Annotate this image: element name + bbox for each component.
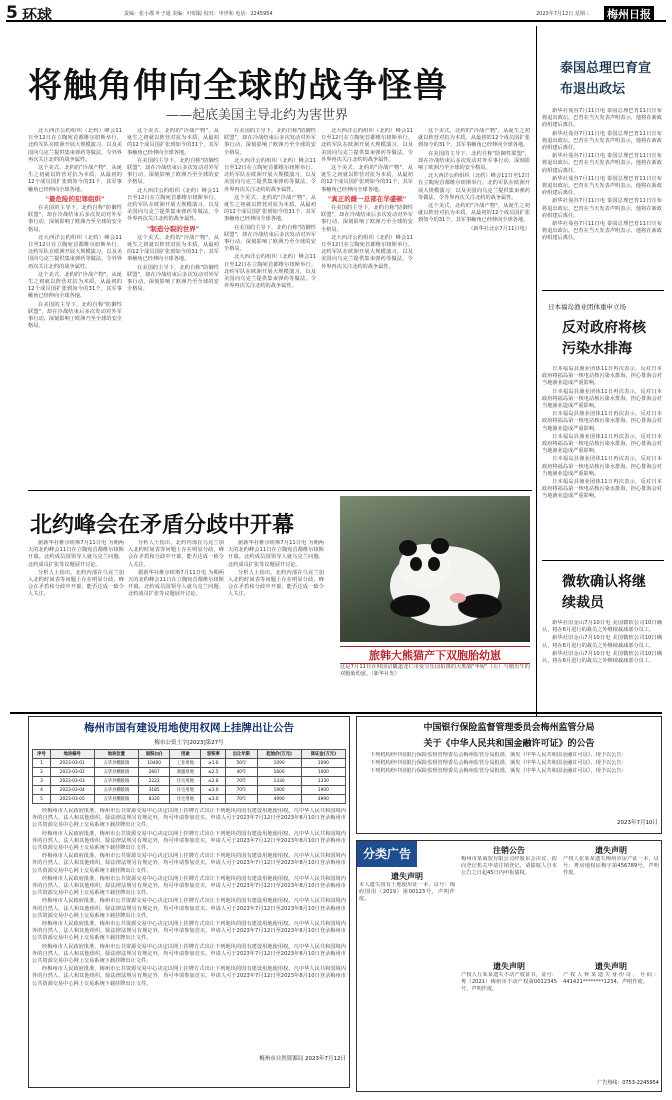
panda-illustration xyxy=(340,496,530,642)
col-header: 面积(㎡) xyxy=(139,750,170,759)
feature-paragraph: 分析人士指出，北约内部在乌克兰加入北约时间表等问题上存在明显分歧，峰会在矛盾和分歧中开幕，能否达成一致令人关注。 xyxy=(28,569,124,598)
land-paragraph: 经梅州市人民政府批准，梅州市公共资源交易中心决定以网上挂牌方式出让下列地块的国有建设用地使用权。凡中华人民共和国境内外的自然人、法人和其他组织，除法律法规另有规定外，均可申请参加竞买。申请人可于2023年7月12日至2023年8月10日登录梅州市公共资源交易中心网上交易系统下载挂牌出让文件。 xyxy=(32,830,346,852)
lead-paragraph: 北大西洋公约组织（北约）峰会11日至12日在立陶宛首都维尔纽斯举行。北约军队在欧洲开展大规模演习，以及美国向乌克兰提供集束弹药等做法，令外界再次关注北约的战争属性。 xyxy=(127,187,219,223)
divider xyxy=(542,560,664,561)
table-cell: 工业用地 xyxy=(170,759,201,768)
lead-story-col3 xyxy=(224,128,316,484)
classifieds-banner: 分类广告 xyxy=(357,841,417,867)
regulator-paragraph: 下列机构经中国银行保险监督管理委员会梅州监管分局批准，颁发《中华人民共和国金融许可证》，现予以公告： xyxy=(370,768,627,775)
land-notice-footer: 梅州市自然资源局 2023年7月12日 xyxy=(259,1056,346,1062)
subhead-criminal: "最危险的犯罪组织" xyxy=(45,194,105,203)
divider xyxy=(10,712,662,714)
table-cell: 2667 xyxy=(139,768,170,777)
column-rule xyxy=(536,26,537,716)
story1-paragraph: 新华社曼谷7月11日电 泰国总理巴育11日宣布将退出政坛。巴育在当天发表声明表示，他将在新政府组建后离任。 xyxy=(542,153,662,174)
story2-headline: 反对政府将核污染水排海 xyxy=(562,320,646,357)
story3-paragraph: 新华社旧金山7月10日电 美国微软公司10日确认，将在6月进行的裁员之外继续裁减部分员工。 xyxy=(542,620,662,634)
divider xyxy=(28,490,532,491)
story2-paragraph: 日本福岛县渔业团体11日再次表示，反对日本政府将福岛第一核电站核污染水排海，担心排海会对当地渔业造成严重影响。 xyxy=(542,433,662,455)
regulator-title: 中国银行保险监督管理委员会梅州监管分局 xyxy=(423,723,595,733)
story1-paragraph: 新华社曼谷7月11日电 泰国总理巴育11日宣布将退出政坛。巴育在当天发表声明表示，他将在新政府组建后离任。 xyxy=(542,130,662,152)
page-number: 5 xyxy=(6,3,18,23)
lead-paragraph: 北大西洋公约组织（北约）峰会11日至12日在立陶宛首都维尔纽斯举行。北约军队在欧洲开展大规模演习，以及美国向乌克兰提供集束弹药等做法，令外界再次关注北约的战争属性。 xyxy=(321,234,413,270)
issue-date: 2023年7月12日 星期三 xyxy=(536,11,590,17)
photo-caption-text: 这是7月11日在韩国京畿道龙仁市爱宝乐园拍摄的大熊猫"华妮"（左）与刚出生的双胞胎幼崽。（新华社发） xyxy=(340,664,530,678)
table-row xyxy=(33,777,346,786)
col-header: 出让年限 xyxy=(226,750,257,759)
lead-paragraph: 在美国的主导下，北约自称"防御性联盟"，却在冷战结束后多次发动对外军事行动，深刻影响了欧洲乃至全球的安全格局。 xyxy=(418,150,530,172)
col-header: 起始价(万元) xyxy=(257,750,301,759)
table-cell: 1900 xyxy=(301,786,345,795)
lead-paragraph: 这个美式、北约的"冷战产物"，从诞生之初就以阵营对抗为本质，从最初的12个成员国扩张到如今的31个，其军事触角已经伸向全球各地。 xyxy=(28,271,122,300)
classified-item xyxy=(461,961,557,1089)
feature-paragraph: 据新华社维尔纽斯7月11日电 为期两天的北约峰会11日在立陶宛首都维尔纽斯开幕。北约成员国领导人就乌克兰问题、北约成员扩张等议题展开讨论。 xyxy=(28,540,124,568)
classified-item xyxy=(563,845,659,957)
lead-paragraph: 在美国的主导下，北约自称"防御性联盟"，却在冷战结束后多次发动对外军事行动，深刻影响了欧洲乃至全球的安全格局。 xyxy=(127,157,219,186)
table-row xyxy=(33,768,346,777)
lead-story-col4 xyxy=(321,128,413,484)
table-cell: 五华县横陂镇 xyxy=(94,759,139,768)
regulator-date: 2023年7月10日 xyxy=(617,820,658,826)
col-header: 用途 xyxy=(170,750,201,759)
table-cell: 4 xyxy=(33,786,51,795)
land-notice xyxy=(28,716,350,1088)
feature-paragraph: 据新华社维尔纽斯7月11日电 为期两天的北约峰会11日在立陶宛首都维尔纽斯开幕。北约成员国领导人就乌克兰问题、北约成员扩张等议题展开讨论。 xyxy=(128,569,224,598)
story1-paragraph: 新华社曼谷7月11日电 泰国总理巴育11日宣布将退出政坛。巴育在当天发表声明表示，他将在新政府组建后离任。 xyxy=(542,198,662,219)
newspaper-logo: 梅州日报 xyxy=(604,6,654,22)
table-cell: 五华县横陂镇 xyxy=(94,777,139,786)
lead-paragraph: 北大西洋公约组织（北约）峰会11日至12日在立陶宛首都维尔纽斯举行。北约军队在欧洲开展大规模演习，以及美国向乌克兰提供集束弹药等做法，令外界再次关注北约的战争属性。 xyxy=(224,157,316,193)
land-paragraph: 经梅州市人民政府批准，梅州市公共资源交易中心决定以网上挂牌方式出让下列地块的国有建设用地使用权。凡中华人民共和国境内外的自然人、法人和其他组织，除法律法规另有规定外，均可申请参加竞买。申请人可于2023年7月12日至2023年8月10日登录梅州市公共资源交易中心网上交易系统下载挂牌出让文件。 xyxy=(32,966,346,987)
table-cell: 70年 xyxy=(226,777,257,786)
table-cell: 4990 xyxy=(257,795,301,804)
table-cell: 1 xyxy=(33,759,51,768)
story3-text xyxy=(542,620,662,710)
classified-item xyxy=(461,845,557,957)
lead-paragraph: 北大西洋公约组织（北约）峰会11日至12日在立陶宛首都维尔纽斯举行。北约军队在欧洲开展大规模演习，以及美国向乌克兰提供集束弹药等做法，令外界再次关注北约的战争属性。 xyxy=(224,254,316,290)
story3-paragraph: 新华社旧金山7月10日电 美国微软公司10日确认，将在6月进行的裁员之外继续裁减部分员工。 xyxy=(542,650,662,665)
classified-text: 梅州市某商贸有限公司经股东会决议，拟向登记机关申请注销登记，请债权人自本公告之日起45日内申报债权。 xyxy=(461,856,557,877)
story2-paragraph: 日本福岛县渔业团体11日再次表示，反对日本政府将福岛第一核电站核污染水排海，担心排海会对当地渔业造成严重影响。 xyxy=(542,456,662,477)
classifieds-section xyxy=(356,840,662,1092)
story3-headline: 微软确认将继续裁员 xyxy=(562,574,646,611)
lead-paragraph: 在美国的主导下，北约自称"防御性联盟"，却在冷战结束后多次发动对外军事行动，深刻影响了欧洲乃至全球的安全格局。 xyxy=(224,128,316,156)
classified-text: 本人遗失国有土地使用证一本，证号：梅府国用（2019）第00123号，声明作废。 xyxy=(359,882,455,903)
story1-paragraph: 新华社曼谷7月11日电 泰国总理巴育11日宣布将退出政坛。巴育在当天发表声明表示，他将在新政府组建后离任。 xyxy=(542,175,662,197)
regulator-notice xyxy=(356,716,662,834)
lead-story-col5 xyxy=(418,128,530,484)
feature-col1 xyxy=(28,540,124,640)
lead-paragraph: 这个美式、北约的"冷战产物"，从诞生之初就以阵营对抗为本质，从最初的12个成员国扩张到如今的31个，其军事触角已经伸向全球各地。 xyxy=(321,165,413,193)
regulator-body xyxy=(360,752,658,818)
table-cell: 2 xyxy=(33,768,51,777)
table-cell: 10400 xyxy=(139,759,170,768)
regulator-subtitle: 关于《中华人民共和国金融许可证》的公告 xyxy=(423,739,595,749)
table-cell: 2023-03-03 xyxy=(51,777,95,786)
table-cell: ≤3.0 xyxy=(201,786,226,795)
lead-paragraph: 这个美式、北约的"冷战产物"，从诞生之初就以阵营对抗为本质，从最初的12个成员国扩张到如今的31个，其军事触角已经伸向全球各地。 xyxy=(418,203,530,224)
table-cell: 五华县横陂镇 xyxy=(94,768,139,777)
regulator-paragraph: 下列机构经中国银行保险监督管理委员会梅州监管分局批准，颁发《中华人民共和国金融许可证》，现予以公告： xyxy=(370,760,627,767)
table-cell: 1330 xyxy=(301,777,345,786)
table-cell: 50年 xyxy=(226,759,257,768)
land-table xyxy=(32,749,346,804)
table-cell: 1600 xyxy=(301,768,345,777)
lead-paragraph: 这个美式、北约的"冷战产物"，从诞生之初就以阵营对抗为本质，从最初的12个成员国扩张到如今的31个，其军事触角已经伸向全球各地。 xyxy=(127,128,219,156)
story2-paragraph: 日本福岛县渔业团体11日再次表示，反对日本政府将福岛第一核电站核污染水排海，担心排海会对当地渔业造成严重影响。 xyxy=(542,479,662,500)
feature-col2 xyxy=(128,540,224,640)
col-header: 保证金(万元) xyxy=(301,750,345,759)
subhead-division: "制造分裂的世界" xyxy=(146,224,200,233)
lead-paragraph: 在美国的主导下，北约自称"防御性联盟"，却在冷战结束后多次发动对外军事行动，深刻影响了欧洲乃至全球的安全格局。 xyxy=(28,205,122,233)
table-cell: 五华县横陂镇 xyxy=(94,786,139,795)
table-cell: 1090 xyxy=(301,759,345,768)
story2-text xyxy=(542,366,662,554)
table-cell: 1600 xyxy=(257,768,301,777)
story1-text xyxy=(542,108,662,284)
lead-paragraph: 北大西洋公约组织（北约）峰会11日至12日在立陶宛首都维尔纽斯举行。北约军队在欧洲开展大规模演习，以及美国向乌克兰提供集束弹药等做法，令外界再次关注北约的战争属性。 xyxy=(28,128,122,163)
land-paragraph: 经梅州市人民政府批准，梅州市公共资源交易中心决定以网上挂牌方式出让下列地块的国有建设用地使用权。凡中华人民共和国境内外的自然人、法人和其他组织，除法律法规另有规定外，均可申请参加竞买。申请人可于2023年7月12日至2023年8月10日登录梅州市公共资源交易中心网上交易系统下载挂牌出让文件。 xyxy=(32,943,346,965)
story1-paragraph: 新华社曼谷7月11日电 泰国总理巴育11日宣布将退出政坛。巴育在当天发表声明表示，他将在新政府组建后离任。 xyxy=(542,221,662,242)
col-header: 序号 xyxy=(33,750,51,759)
classified-text: 产权人张某某遗失梅州市房产证一本，证号：粤房地权证梅字第456789号，声明作废。 xyxy=(563,856,659,877)
col-header: 地块编号 xyxy=(51,750,95,759)
lead-paragraph: 在美国的主导下，北约自称"防御性联盟"，却在冷战结束后多次发动对外军事行动，深刻影响了欧洲乃至全球的安全格局。 xyxy=(321,205,413,233)
table-row xyxy=(33,759,346,768)
ad-phone: 广告热线：0753-2245954 xyxy=(597,1080,659,1086)
classified-item xyxy=(359,871,455,1089)
table-row xyxy=(33,795,346,804)
story1-headline: 泰国总理巴育宣布退出政坛 xyxy=(560,61,652,97)
story2-kicker: 日本福岛渔业团体重申立场 xyxy=(548,303,626,311)
regulator-paragraph: 下列机构经中国银行保险监督管理委员会梅州监管分局批准，颁发《中华人民共和国金融许可证》，现予以公告： xyxy=(370,752,627,758)
table-cell: ≤3.0 xyxy=(201,795,226,804)
masthead xyxy=(6,4,666,22)
story3-paragraph: 新华社旧金山7月10日电 美国微软公司10日确认，将在6月进行的裁员之外继续裁减部分员工。 xyxy=(542,635,662,649)
table-cell: 住宅用地 xyxy=(170,786,201,795)
table-cell: 五华县横陂镇 xyxy=(94,795,139,804)
subhead-washington: "真正的雌一总部在华盛顿" xyxy=(327,194,407,203)
table-cell: ≤2.8 xyxy=(201,777,226,786)
table-cell: ≤2.5 xyxy=(201,768,226,777)
feature-col3 xyxy=(228,540,324,640)
story2-paragraph: 日本福岛县渔业团体11日再次表示，反对日本政府将福岛第一核电站核污染水排海，担心排海会对当地渔业造成严重影响。 xyxy=(542,366,662,387)
section-name: 环球 xyxy=(22,6,53,24)
classified-title: 注销公告 xyxy=(493,845,525,855)
lead-paragraph: 这个美式、北约的"冷战产物"，从诞生之初就以阵营对抗为本质，从最初的12个成员国扩张到如今的31个，其军事触角已经伸向全球各地。 xyxy=(418,128,530,149)
table-cell: 1900 xyxy=(257,786,301,795)
table-cell: 5 xyxy=(33,795,51,804)
table-row xyxy=(33,786,346,795)
col-header: 容积率 xyxy=(201,750,226,759)
land-paragraph: 经梅州市人民政府批准，梅州市公共资源交易中心决定以网上挂牌方式出让下列地块的国有建设用地使用权。凡中华人民共和国境内外的自然人、法人和其他组织，除法律法规另有规定外，均可申请参加竞买。申请人可于2023年7月12日至2023年8月10日登录梅州市公共资源交易中心网上交易系统下载挂牌出让文件。 xyxy=(32,853,346,874)
table-cell: ≥1.0 xyxy=(201,759,226,768)
lead-headline: 将触角伸向全球的战争怪兽 xyxy=(28,66,448,106)
table-cell: 3185 xyxy=(139,786,170,795)
table-cell: 2023-03-02 xyxy=(51,768,95,777)
lead-paragraph: 这个美式、北约的"冷战产物"，从诞生之初就以阵营对抗为本质，从最初的12个成员国扩张到如今的31个，其军事触角已经伸向全球各地。 xyxy=(224,194,316,223)
divider xyxy=(542,290,664,291)
land-paragraph: 经梅州市人民政府批准，梅州市公共资源交易中心决定以网上挂牌方式出让下列地块的国有建设用地使用权。凡中华人民共和国境内外的自然人、法人和其他组织，除法律法规另有规定外，均可申请参加竞买。申请人可于2023年7月12日至2023年8月10日登录梅州市公共资源交易中心网上交易系统下载挂牌出让文件。 xyxy=(32,808,346,829)
land-paragraph: 经梅州市人民政府批准，梅州市公共资源交易中心决定以网上挂牌方式出让下列地块的国有建设用地使用权。凡中华人民共和国境内外的自然人、法人和其他组织，除法律法规另有规定外，均可申请参加竞买。申请人可于2023年7月12日至2023年8月10日登录梅州市公共资源交易中心网上交易系统下载挂牌出让文件。 xyxy=(32,875,346,897)
feature-paragraph: 分析人士指出，北约内部在乌克兰加入北约时间表等问题上存在明显分歧，峰会在矛盾和分歧中开幕，能否达成一致令人关注。 xyxy=(228,569,324,598)
photo-caption-title: 旅韩大熊猫产下双胞胎幼崽 xyxy=(340,646,530,664)
table-cell: 40年 xyxy=(226,768,257,777)
table-cell: 70年 xyxy=(226,786,257,795)
editors-line: 责编：张小郡 叶子通 美编：叶昭聪 校对：申世和 电话：2245954 xyxy=(124,11,273,17)
table-cell: 4990 xyxy=(301,795,345,804)
table-cell: 1330 xyxy=(257,777,301,786)
table-cell: 商服用地 xyxy=(170,768,201,777)
table-cell: 2023-03-05 xyxy=(51,795,95,804)
land-paragraph: 经梅州市人民政府批准，梅州市公共资源交易中心决定以网上挂牌方式出让下列地块的国有建设用地使用权。凡中华人民共和国境内外的自然人、法人和其他组织，除法律法规另有规定外，均可申请参加竞买。申请人可于2023年7月12日至2023年8月10日登录梅州市公共资源交易中心网上交易系统下载挂牌出让文件。 xyxy=(32,898,346,919)
story2-paragraph: 日本福岛县渔业团体11日再次表示，反对日本政府将福岛第一核电站核污染水排海，担心排海会对当地渔业造成严重影响。 xyxy=(542,388,662,410)
table-cell: 2222 xyxy=(139,777,170,786)
lead-paragraph: 在美国的主导下，北约自称"防御性联盟"，却在冷战结束后多次发动对外军事行动，深刻影响了欧洲乃至全球的安全格局。 xyxy=(127,264,219,293)
story1-paragraph: 新华社曼谷7月11日电 泰国总理巴育11日宣布将退出政坛。巴育在当天发表声明表示，他将在新政府组建后离任。 xyxy=(542,108,662,129)
classified-title: 遗失声明 xyxy=(595,845,627,855)
lead-paragraph: 北大西洋公约组织（北约）峰会11日至12日在立陶宛首都维尔纽斯举行。北约军队在欧洲开展大规模演习，以及美国向乌克兰提供集束弹药等做法，令外界再次关注北约的战争属性。 xyxy=(28,234,122,270)
lead-paragraph: 在美国的主导下，北约自称"防御性联盟"，却在冷战结束后多次发动对外军事行动，深刻影响了欧洲乃至全球的安全格局。 xyxy=(28,301,122,330)
lead-paragraph: 在美国的主导下，北约自称"防御性联盟"，却在冷战结束后多次发动对外军事行动，深刻影响了欧洲乃至全球的安全格局。 xyxy=(224,224,316,253)
land-notice-body xyxy=(32,808,346,1054)
table-cell: 住宅用地 xyxy=(170,777,201,786)
feature-paragraph: 分析人士指出，北约内部在乌克兰加入北约时间表等问题上存在明显分歧，峰会在矛盾和分歧中开幕，能否达成一致令人关注。 xyxy=(128,540,224,568)
classified-text: 产权人丘某某遗失不动产权证书，证号：粤（2021）梅州市不动产权第0012345号，声明作废。 xyxy=(461,972,557,993)
land-notice-number: 梅市公资土字[2023]第27号 xyxy=(154,740,224,746)
feature-paragraph: 据新华社维尔纽斯7月11日电 为期两天的北约峰会11日在立陶宛首都维尔纽斯开幕。北约成员国领导人就乌克兰问题、北约成员扩张等议题展开讨论。 xyxy=(228,540,324,568)
story2-paragraph: 日本福岛县渔业团体11日再次表示，反对日本政府将福岛第一核电站核污染水排海，担心排海会对当地渔业造成严重影响。 xyxy=(542,411,662,432)
land-paragraph: 经梅州市人民政府批准，梅州市公共资源交易中心决定以网上挂牌方式出让下列地块的国有建设用地使用权。凡中华人民共和国境内外的自然人、法人和其他组织，除法律法规另有规定外，均可申请参加竞买。申请人可于2023年7月12日至2023年8月10日登录梅州市公共资源交易中心网上交易系统下载挂牌出让文件。 xyxy=(32,921,346,942)
lead-subhead: ——起底美国主导北约为害世界 xyxy=(166,108,349,123)
table-cell: 1090 xyxy=(257,759,301,768)
lead-dateline: （新华社北京7月11日电） xyxy=(468,225,530,232)
table-cell: 3 xyxy=(33,777,51,786)
col-header: 地块位置 xyxy=(94,750,139,759)
classified-text: 产权人钟某遗失身份证，号码：441421********1234，声明作废。 xyxy=(563,972,659,986)
classified-title: 遗失声明 xyxy=(493,961,525,971)
table-cell: 8320 xyxy=(139,795,170,804)
classified-title: 遗失声明 xyxy=(391,871,423,881)
lead-paragraph: 这个美式、北约的"冷战产物"，从诞生之初就以阵营对抗为本质，从最初的12个成员国扩张到如今的31个，其军事触角已经伸向全球各地。 xyxy=(127,234,219,263)
classified-item xyxy=(563,961,659,1079)
table-cell: 2023-03-04 xyxy=(51,786,95,795)
table-header-row xyxy=(33,750,346,759)
lead-paragraph: 这个美式、北约的"冷战产物"，从诞生之初就以阵营对抗为本质，从最初的12个成员国扩张到如今的31个，其军事触角已经伸向全球各地。 xyxy=(28,165,122,193)
panda-photo xyxy=(340,496,530,642)
classified-title: 遗失声明 xyxy=(595,961,627,971)
lead-paragraph: 北大西洋公约组织（北约）峰会11日至12日在立陶宛首都维尔纽斯举行。北约军队在欧洲开展大规模演习，以及美国向乌克兰提供集束弹药等做法，令外界再次关注北约的战争属性。 xyxy=(321,128,413,163)
lead-story-col2 xyxy=(127,128,219,484)
lead-story-col1 xyxy=(28,128,122,484)
table-cell: 2023-03-01 xyxy=(51,759,95,768)
feature-headline: 北约峰会在矛盾分歧中开幕 xyxy=(30,512,295,538)
lead-paragraph: 北大西洋公约组织（北约）峰会11日至12日在立陶宛首都维尔纽斯举行。北约军队在欧洲开展大规模演习，以及美国向乌克兰提供集束弹药等做法，令外界再次关注北约的战争属性。 xyxy=(418,173,530,201)
land-notice-title: 梅州市国有建设用地使用权网上挂牌出让公告 xyxy=(84,722,294,734)
table-cell: 住宅用地 xyxy=(170,795,201,804)
table-cell: 70年 xyxy=(226,795,257,804)
